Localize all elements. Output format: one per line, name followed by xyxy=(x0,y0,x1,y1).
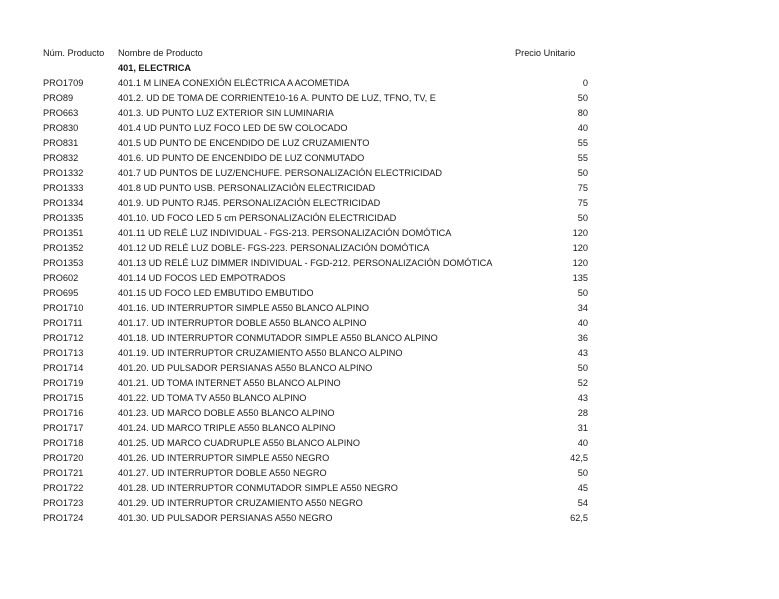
product-name: 401.2. UD DE TOMA DE CORRIENTE10-16 A. PUNTO DE LUZ, TFNO, TV, E xyxy=(118,93,436,103)
product-name: 401.24. UD MARCO TRIPLE A550 BLANCO ALPINO xyxy=(118,423,336,433)
product-number: PRO1334 xyxy=(43,198,84,208)
table-row xyxy=(43,511,588,526)
unit-price: 75 xyxy=(577,198,588,208)
product-name: 401.30. UD PULSADOR PERSIANAS A550 NEGRO xyxy=(118,513,333,523)
unit-price: 40 xyxy=(577,438,588,448)
product-number: PRO1352 xyxy=(43,243,84,253)
table-row xyxy=(43,496,588,511)
product-name: 401.14 UD FOCOS LED EMPOTRADOS xyxy=(118,273,286,283)
product-name: 401.7 UD PUNTOS DE LUZ/ENCHUFE. PERSONALIZACIÓN ELECTRICIDAD xyxy=(118,168,443,178)
product-name: 401.3. UD PUNTO LUZ EXTERIOR SIN LUMINARIA xyxy=(118,108,334,118)
table-row xyxy=(43,106,588,121)
table-row xyxy=(43,331,588,346)
unit-price: 50 xyxy=(577,93,588,103)
table-body xyxy=(43,76,588,526)
unit-price: 55 xyxy=(577,153,588,163)
product-number: PRO1710 xyxy=(43,303,84,313)
product-name: 401.17. UD INTERRUPTOR DOBLE A550 BLANCO ALPINO xyxy=(118,318,367,328)
category-row xyxy=(43,61,588,76)
table-row xyxy=(43,391,588,406)
table-header-row xyxy=(43,46,588,61)
table-row xyxy=(43,376,588,391)
table-row xyxy=(43,481,588,496)
unit-price: 45 xyxy=(577,483,588,493)
price-list-table xyxy=(43,46,588,526)
product-number: PRO663 xyxy=(43,108,79,118)
product-number: PRO1712 xyxy=(43,333,84,343)
unit-price: 43 xyxy=(577,348,588,358)
table-row xyxy=(43,286,588,301)
product-number: PRO1711 xyxy=(43,318,83,328)
table-row xyxy=(43,421,588,436)
product-name: 401.20. UD PULSADOR PERSIANAS A550 BLANCO ALPINO xyxy=(118,363,373,373)
header-product-number: Núm. Producto xyxy=(43,48,105,58)
table-row xyxy=(43,316,588,331)
product-name: 401.18. UD INTERRUPTOR CONMUTADOR SIMPLE A550 BLANCO ALPINO xyxy=(118,333,438,343)
product-number: PRO1351 xyxy=(43,228,84,238)
product-name: 401.8 UD PUNTO USB. PERSONALIZACIÓN ELECTRICIDAD xyxy=(118,183,376,193)
product-number: PRO1719 xyxy=(43,378,84,388)
product-name: 401.13 UD RELÉ LUZ DIMMER INDIVIDUAL - FGD-212. PERSONALIZACIÓN DOMÓTICA xyxy=(118,258,493,268)
product-name: 401.15 UD FOCO LED EMBUTIDO EMBUTIDO xyxy=(118,288,314,298)
product-name: 401.4 UD PUNTO LUZ FOCO LED DE 5W COLOCADO xyxy=(118,123,348,133)
unit-price: 50 xyxy=(577,288,588,298)
table-row xyxy=(43,196,588,211)
unit-price: 55 xyxy=(577,138,588,148)
table-row xyxy=(43,226,588,241)
product-number: PRO1724 xyxy=(43,513,84,523)
product-number: PRO1716 xyxy=(43,408,84,418)
product-number: PRO1715 xyxy=(43,393,84,403)
product-number: PRO1718 xyxy=(43,438,84,448)
unit-price: 42,5 xyxy=(570,453,588,463)
unit-price: 28 xyxy=(577,408,588,418)
unit-price: 34 xyxy=(577,303,588,313)
table-row xyxy=(43,346,588,361)
product-number: PRO831 xyxy=(43,138,79,148)
product-name: 401.26. UD INTERRUPTOR SIMPLE A550 NEGRO xyxy=(118,453,330,463)
unit-price: 50 xyxy=(577,363,588,373)
header-product-name: Nombre de Producto xyxy=(118,48,203,58)
product-number: PRO1335 xyxy=(43,213,84,223)
table-row xyxy=(43,136,588,151)
table-row xyxy=(43,241,588,256)
unit-price: 36 xyxy=(577,333,588,343)
header-unit-price: Precio Unitario xyxy=(515,48,576,58)
product-number: PRO1714 xyxy=(43,363,84,373)
table-row xyxy=(43,466,588,481)
product-number: PRO1722 xyxy=(43,483,84,493)
table-row xyxy=(43,271,588,286)
product-number: PRO89 xyxy=(43,93,74,103)
product-number: PRO832 xyxy=(43,153,79,163)
table-row xyxy=(43,256,588,271)
category-title: 401, ELECTRICA xyxy=(118,63,192,73)
unit-price: 80 xyxy=(577,108,588,118)
unit-price: 135 xyxy=(572,273,588,283)
product-number: PRO1353 xyxy=(43,258,84,268)
product-name: 401.9. UD PUNTO RJ45. PERSONALIZACIÓN ELECTRICIDAD xyxy=(118,198,381,208)
unit-price: 62,5 xyxy=(570,513,588,523)
product-name: 401.6. UD PUNTO DE ENCENDIDO DE LUZ CONMUTADO xyxy=(118,153,365,163)
product-name: 401.27. UD INTERRUPTOR DOBLE A550 NEGRO xyxy=(118,468,327,478)
table-row xyxy=(43,121,588,136)
unit-price: 0 xyxy=(582,78,588,88)
unit-price: 31 xyxy=(577,423,588,433)
unit-price: 50 xyxy=(577,468,588,478)
product-name: 401.25. UD MARCO CUADRUPLE A550 BLANCO ALPINO xyxy=(118,438,361,448)
product-name: 401.10. UD FOCO LED 5 cm PERSONALIZACIÓN ELECTRICIDAD xyxy=(118,213,397,223)
product-number: PRO1720 xyxy=(43,453,84,463)
product-number: PRO1721 xyxy=(43,468,84,478)
product-number: PRO602 xyxy=(43,273,79,283)
product-name: 401.23. UD MARCO DOBLE A550 BLANCO ALPINO xyxy=(118,408,335,418)
product-name: 401.1 M LINEA CONEXIÓN ELÉCTRICA A ACOMETIDA xyxy=(118,78,350,88)
product-name: 401.16. UD INTERRUPTOR SIMPLE A550 BLANCO ALPINO xyxy=(118,303,370,313)
unit-price: 75 xyxy=(577,183,588,193)
product-name: 401.12 UD RELÉ LUZ DOBLE- FGS-223. PERSONALIZACIÓN DOMÓTICA xyxy=(118,243,430,253)
table-row xyxy=(43,211,588,226)
unit-price: 120 xyxy=(572,243,588,253)
product-number: PRO1332 xyxy=(43,168,84,178)
table-row xyxy=(43,451,588,466)
unit-price: 40 xyxy=(577,318,588,328)
table-row xyxy=(43,181,588,196)
product-name: 401.22. UD TOMA TV A550 BLANCO ALPINO xyxy=(118,393,307,403)
unit-price: 54 xyxy=(577,498,588,508)
product-number: PRO1333 xyxy=(43,183,84,193)
product-number: PRO1723 xyxy=(43,498,84,508)
table-row xyxy=(43,406,588,421)
unit-price: 43 xyxy=(577,393,588,403)
table-row xyxy=(43,301,588,316)
product-name: 401.28. UD INTERRUPTOR CONMUTADOR SIMPLE A550 NEGRO xyxy=(118,483,398,493)
product-number: PRO1717 xyxy=(43,423,84,433)
product-number: PRO830 xyxy=(43,123,79,133)
unit-price: 40 xyxy=(577,123,588,133)
product-number: PRO1709 xyxy=(43,78,84,88)
table-row xyxy=(43,166,588,181)
product-name: 401.21. UD TOMA INTERNET A550 BLANCO ALPINO xyxy=(118,378,341,388)
table-row xyxy=(43,361,588,376)
table-row xyxy=(43,91,588,106)
product-name: 401.5 UD PUNTO DE ENCENDIDO DE LUZ CRUZAMIENTO xyxy=(118,138,370,148)
table-row xyxy=(43,151,588,166)
product-name: 401.29. UD INTERRUPTOR CRUZAMIENTO A550 NEGRO xyxy=(118,498,363,508)
unit-price: 50 xyxy=(577,168,588,178)
unit-price: 120 xyxy=(572,228,588,238)
table-row xyxy=(43,436,588,451)
product-number: PRO695 xyxy=(43,288,79,298)
product-name: 401.11 UD RELÉ LUZ INDIVIDUAL - FGS-213. PERSONALIZACIÓN DOMÓTICA xyxy=(118,228,452,238)
product-name: 401.19. UD INTERRUPTOR CRUZAMIENTO A550 BLANCO ALPINO xyxy=(118,348,403,358)
unit-price: 50 xyxy=(577,213,588,223)
table-row xyxy=(43,76,588,91)
unit-price: 120 xyxy=(572,258,588,268)
product-number: PRO1713 xyxy=(43,348,84,358)
unit-price: 52 xyxy=(577,378,588,388)
